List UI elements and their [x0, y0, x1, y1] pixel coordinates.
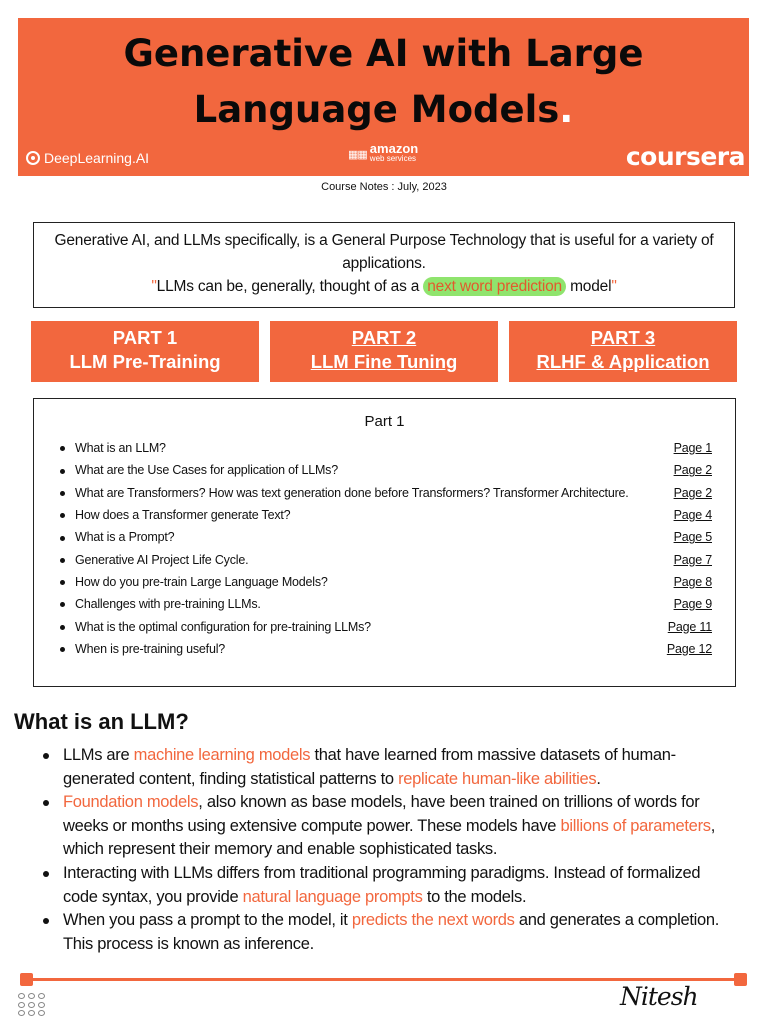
bullet-icon: [60, 446, 65, 451]
toc-item: What is the optimal configuration for pre-training LLMs? Page 11: [60, 615, 712, 637]
bullet-icon: [43, 871, 49, 877]
toc-item: How does a Transformer generate Text? Page 4: [60, 504, 712, 526]
footer-divider-cap-right: [734, 973, 747, 986]
author-signature: Nitesh: [620, 982, 698, 1011]
bullet-icon: [60, 647, 65, 652]
bullet-icon: [60, 536, 65, 541]
aws-logo: ▦▦ amazon web services: [348, 141, 419, 163]
intro-quote: "LLMs can be, generally, thought of as a next word prediction model": [151, 278, 617, 295]
page-link[interactable]: Page 5: [673, 530, 712, 545]
title-line-2: Language Models.: [193, 88, 574, 131]
bullet-icon: [60, 580, 65, 585]
bullet-icon: [43, 800, 49, 806]
page-link[interactable]: Page 9: [673, 597, 712, 612]
page-title: [18, 26, 749, 138]
toc-item: Challenges with pre-training LLMs. Page 9: [60, 593, 712, 615]
toc-item: What is a Prompt? Page 5: [60, 526, 712, 548]
list-item: LLMs are machine learning models that have learned from massive datasets of human-generated content, finding statistical patterns to replicate human-like abilities.: [40, 744, 730, 791]
toc-item: Generative AI Project Life Cycle. Page 7: [60, 548, 712, 570]
list-item: Foundation models, also known as base models, have been trained on trillions of words for weeks or months using extensive compute power. These models have billions of parameters, which represent their memory and enable sophisticated tasks.: [40, 791, 730, 862]
page-link[interactable]: Page 2: [673, 485, 712, 500]
bullet-icon: [60, 469, 65, 474]
table-of-contents: [33, 398, 736, 687]
footer-divider-cap-left: [20, 973, 33, 986]
bullet-icon: [60, 513, 65, 518]
section-heading: What is an LLM?: [14, 709, 189, 734]
coursera-logo: coursera: [625, 142, 745, 171]
deeplearning-logo: DeepLearning.AI: [26, 150, 149, 166]
title-line-1: Generative AI with Large: [123, 32, 644, 75]
page-link[interactable]: Page 8: [673, 574, 712, 589]
list-item: Interacting with LLMs differs from traditional programming paradigms. Instead of formalized code syntax, you provide natural language prompts to the models.: [40, 862, 730, 909]
deeplearning-icon: [26, 151, 40, 165]
page-link[interactable]: Page 1: [673, 441, 712, 456]
bullet-icon: [60, 491, 65, 496]
bullet-icon: [43, 918, 49, 924]
title-banner: [18, 18, 749, 176]
list-item: When you pass a prompt to the model, it predicts the next words and generates a completion. This process is known as inference.: [40, 909, 730, 956]
page-link[interactable]: Page 11: [667, 619, 712, 634]
toc-item: How do you pre-train Large Language Models? Page 8: [60, 571, 712, 593]
toc-title: Part 1: [364, 413, 405, 430]
toc-item: What are Transformers? How was text generation done before Transformers? Transformer Architecture. Page 2: [60, 482, 712, 504]
page-link[interactable]: Page 7: [673, 552, 712, 567]
intro-box: [33, 222, 735, 308]
next-word-prediction-highlight: next word prediction: [423, 277, 566, 296]
page-link[interactable]: Page 2: [673, 463, 712, 478]
llm-bullet-list: [40, 744, 730, 956]
part-1-button[interactable]: PART 1 LLM Pre-Training: [31, 321, 259, 382]
page-link[interactable]: Page 4: [673, 508, 712, 523]
aws-cubes-icon: ▦▦: [348, 148, 367, 161]
footer-divider: [20, 978, 742, 981]
bullet-icon: [43, 753, 49, 759]
part-2-link[interactable]: PART 2 LLM Fine Tuning: [270, 321, 498, 382]
toc-list: [60, 437, 712, 660]
bullet-icon: [60, 602, 65, 607]
toc-item: What is an LLM? Page 1: [60, 437, 712, 459]
toc-item: What are the Use Cases for application of LLMs? Page 2: [60, 459, 712, 481]
course-notes-date: Course Notes : July, 2023: [321, 181, 447, 193]
bullet-icon: [60, 625, 65, 630]
page-link[interactable]: Page 12: [666, 641, 712, 656]
toc-item: When is pre-training useful? Page 12: [60, 638, 712, 660]
part-3-link[interactable]: PART 3 RLHF & Application: [509, 321, 737, 382]
intro-text: Generative AI, and LLMs specifically, is a General Purpose Technology that is useful for a variety of applications.: [54, 232, 714, 272]
bullet-icon: [60, 558, 65, 563]
network-dots-icon: [18, 993, 48, 1017]
title-dot: .: [559, 88, 574, 131]
